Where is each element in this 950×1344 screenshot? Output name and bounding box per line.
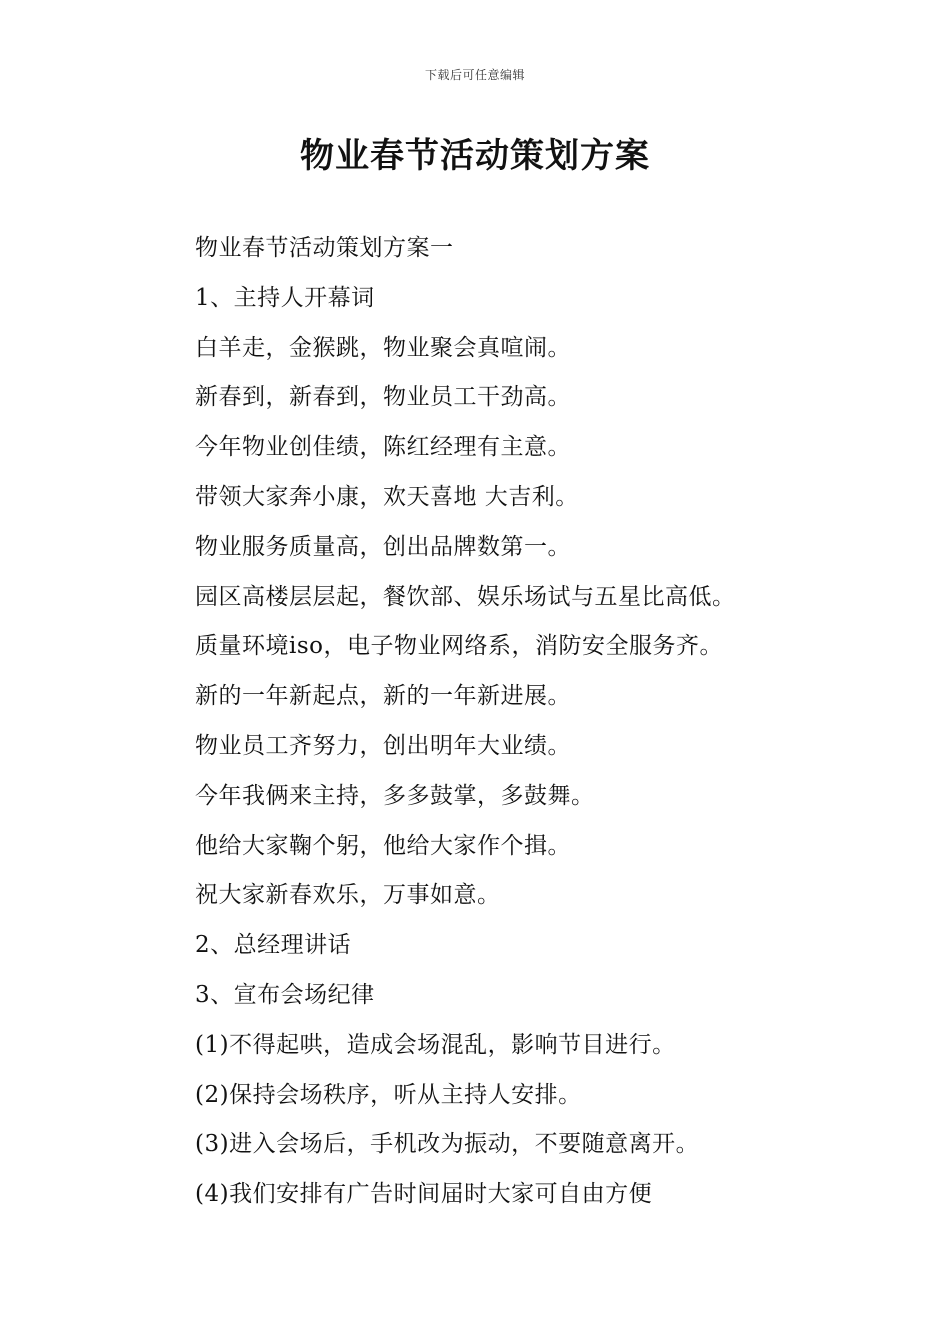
header-note: 下载后可任意编辑 [424, 68, 525, 82]
body-line: 今年我俩来主持，多多鼓掌，多鼓舞。 [195, 782, 595, 809]
body-line: 他给大家鞠个躬，他给大家作个揖。 [195, 832, 571, 859]
body-line: 新的一年新起点，新的一年新进展。 [195, 683, 571, 710]
body-line: 白羊走，金猴跳，物业聚会真喧闹。 [195, 334, 571, 361]
body-line: 物业春节活动策划方案一 [195, 235, 454, 261]
body-line: 祝大家新春欢乐，万事如意。 [195, 882, 501, 909]
body-line: 物业服务质量高，创出品牌数第一。 [195, 533, 571, 560]
document-title: 物业春节活动策划方案 [300, 136, 650, 176]
body-line: (2)保持会场秩序，听从主持人安排。 [195, 1081, 582, 1108]
body-line: 质量环境iso，电子物业网络系，消防安全服务齐。 [195, 633, 724, 660]
body-line: 新春到，新春到，物业员工干劲高。 [195, 384, 571, 411]
body-line: 物业员工齐努力，创出明年大业绩。 [195, 732, 571, 759]
body-line: 今年物业创佳绩，陈红经理有主意。 [195, 434, 571, 461]
body-line: 1、主持人开幕词 [195, 284, 375, 311]
body-line: 2、总经理讲话 [195, 932, 352, 959]
body-line: 园区高楼层层起，餐饮部、娱乐场试与五星比高低。 [195, 583, 736, 610]
document-body [195, 228, 895, 1224]
body-line: 带领大家奔小康，欢天喜地 大吉利。 [195, 483, 579, 510]
body-line: (3)进入会场后，手机改为振动，不要随意离开。 [195, 1131, 700, 1158]
body-line: 3、宣布会场纪律 [195, 981, 375, 1008]
body-line: (1)不得起哄，造成会场混乱，影响节目进行。 [195, 1031, 676, 1058]
body-line: (4)我们安排有广告时间届时大家可自由方便 [195, 1181, 653, 1208]
